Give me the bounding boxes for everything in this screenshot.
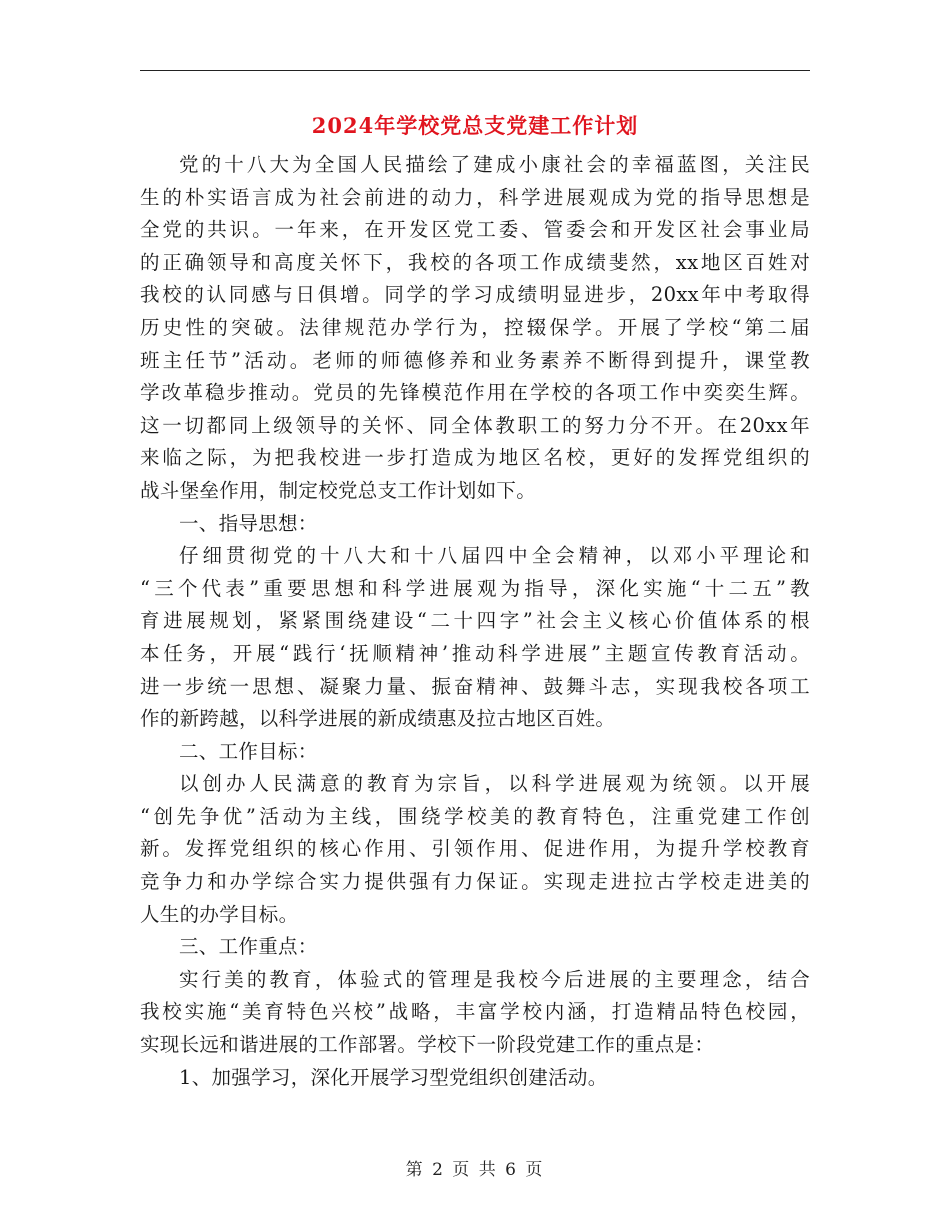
paragraph-work-goals [140, 768, 810, 931]
list-item-1 [140, 1062, 810, 1095]
text-line: 1、加强学习，深化开展学习型党组织创建活动。 [179, 1065, 608, 1089]
header-rule [140, 70, 810, 71]
page-number-footer: 第 2 页 共 6 页 [405, 1160, 545, 1180]
text-line: 本任务，开展“践行‘抚顺精神’推动科学进展”主题宣传教育活动。 [140, 641, 810, 665]
paragraph-work-focus [140, 964, 810, 1062]
text-line: 生的朴实语言成为社会前进的动力，科学进展观成为党的指导思想是 [140, 185, 810, 209]
text-line: 一、指导思想： [179, 511, 318, 535]
text-line: 我校实施“美育特色兴校”战略，丰富学校内涵，打造精品特色校园， [140, 1000, 810, 1024]
text-line: 历史性的突破。法律规范办学行为，控辍保学。开展了学校“第二届 [140, 315, 810, 339]
text-line: 仔细贯彻党的十八大和十八届四中全会精神，以邓小平理论和 [179, 544, 810, 568]
paragraph-intro [140, 149, 810, 508]
text-line: 我校的认同感与日俱增。同学的学习成绩明显进步，20xx年中考取得 [140, 283, 810, 307]
text-line: 全党的共识。一年来，在开发区党工委、管委会和开发区社会事业局 [140, 218, 810, 242]
section-heading-guiding-thought [140, 508, 810, 541]
text-line: 以创办人民满意的教育为宗旨，以科学进展观为统领。以开展 [179, 772, 810, 796]
text-line: 育进展规划，紧紧围绕建设“二十四字”社会主义核心价值体系的根 [140, 609, 810, 633]
text-line: 二、工作目标： [179, 739, 318, 763]
text-line: 实行美的教育，体验式的管理是我校今后进展的主要理念，结合 [179, 967, 810, 991]
section-heading-work-focus [140, 931, 810, 964]
text-line: “三个代表”重要思想和科学进展观为指导，深化实施“十二五”教 [140, 576, 810, 600]
text-line: 战斗堡垒作用，制定校党总支工作计划如下。 [140, 478, 537, 502]
text-line: 三、工作重点： [179, 935, 318, 959]
text-line: 作的新跨越，以科学进展的新成绩惠及拉古地区百姓。 [140, 707, 616, 731]
text-line: 实现长远和谐进展的工作部署。学校下一阶段党建工作的重点是： [140, 1033, 715, 1057]
text-line: “创先争优”活动为主线，围绕学校美的教育特色，注重党建工作创 [140, 804, 810, 828]
text-line: 班主任节”活动。老师的师德修养和业务素养不断得到提升，课堂教 [140, 348, 810, 372]
text-line: 新。发挥党组织的核心作用、引领作用、促进作用，为提升学校教育 [140, 837, 810, 861]
document-body [140, 149, 810, 1094]
text-line: 的正确领导和高度关怀下，我校的各项工作成绩斐然，xx地区百姓对 [140, 250, 810, 274]
document-title: 2024年学校党总支党建工作计划 [311, 113, 639, 138]
text-line: 这一切都同上级领导的关怀、同全体教职工的努力分不开。在20xx年 [140, 413, 810, 437]
text-line: 学改革稳步推动。党员的先锋模范作用在学校的各项工作中奕奕生辉。 [140, 381, 810, 405]
text-line: 来临之际，为把我校进一步打造成为地区名校，更好的发挥党组织的 [140, 446, 810, 470]
text-line: 竞争力和办学综合实力提供强有力保证。实现走进拉古学校走进美的 [140, 870, 810, 894]
section-heading-work-goals [140, 736, 810, 769]
text-line: 党的十八大为全国人民描绘了建成小康社会的幸福蓝图，关注民 [179, 153, 810, 176]
text-line: 人生的办学目标。 [140, 902, 299, 926]
text-line: 进一步统一思想、凝聚力量、振奋精神、鼓舞斗志，实现我校各项工 [140, 674, 810, 698]
paragraph-guiding-thought [140, 540, 810, 736]
